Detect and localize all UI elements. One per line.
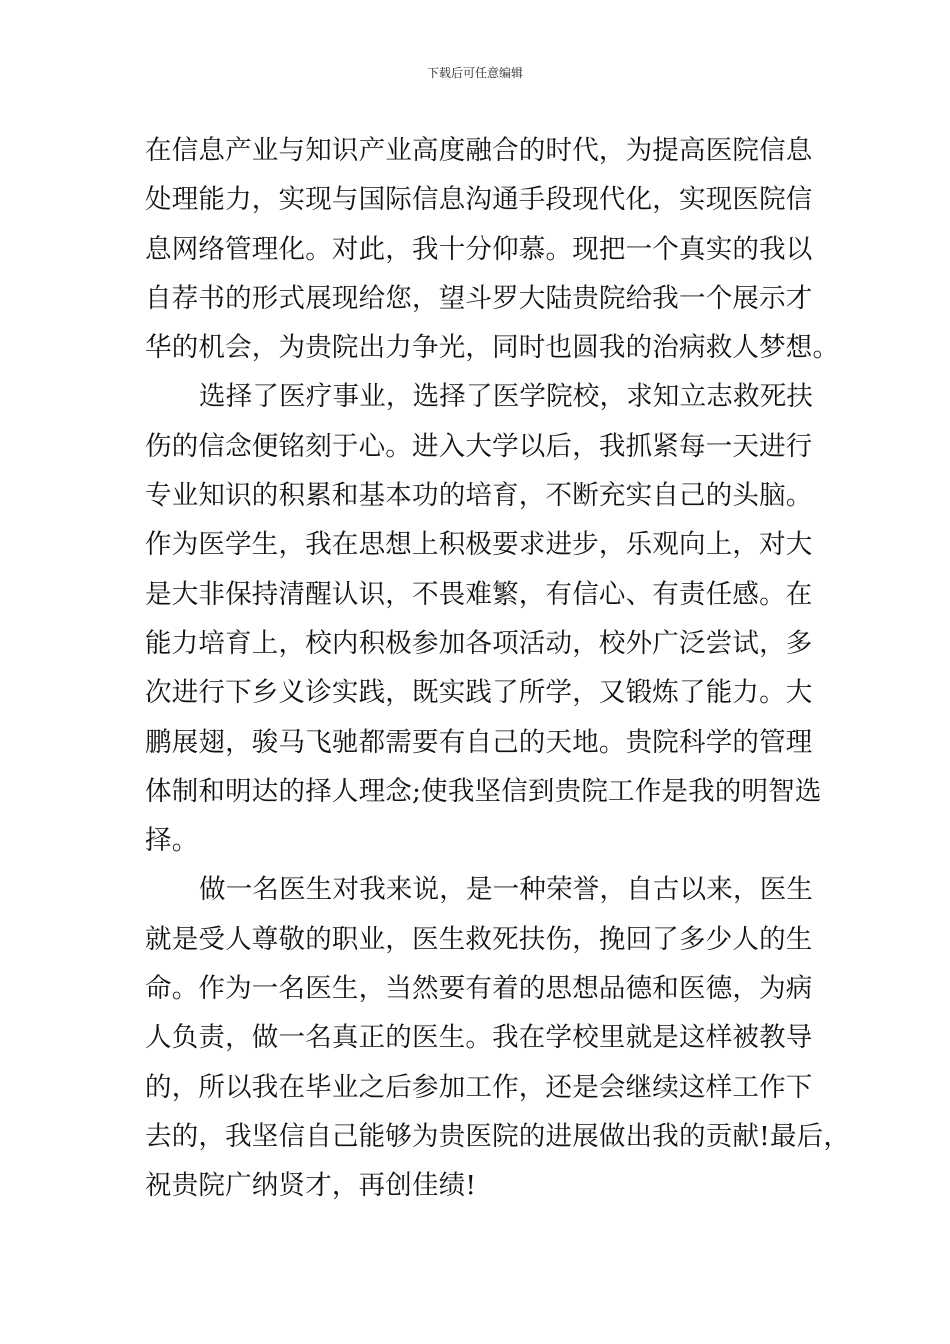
text-line: 选择了医疗事业，选择了医学院校，求知立志救死扶 [199,381,814,413]
text-line: 在信息产业与知识产业高度融合的时代，为提高医院信息 [145,135,813,166]
text-line: 专业知识的积累和基本功的培育，不断充实自己的头脑。 [145,480,813,512]
text-line: 去的，我坚信自己能够为贵医院的进展做出我的贡献!最后， [145,1120,851,1152]
text-line: 处理能力，实现与国际信息沟通手段现代化，实现医院信 [145,184,813,216]
text-line: 人负责，做一名真正的医生。我在学校里就是这样被教导 [145,1022,813,1054]
text-line: 自荐书的形式展现给您，望斗罗大陆贵院给我一个展示才 [145,282,813,314]
text-line: 伤的信念便铭刻于心。进入大学以后，我抓紧每一天进行 [145,430,813,462]
text-line: 祝贵院广纳贤才，再创佳绩! [145,1170,477,1202]
text-line: 命。作为一名医生，当然要有着的思想品德和医德，为病 [145,973,813,1005]
page-header: 下载后可任意编辑 [426,66,523,80]
text-line: 做一名医生对我来说，是一种荣誉，自古以来，医生 [199,874,814,906]
text-line: 鹏展翅，骏马飞驰都需要有自己的天地。贵院科学的管理 [145,726,813,758]
text-line: 的，所以我在毕业之后参加工作，还是会继续这样工作下 [145,1071,813,1103]
text-line: 次进行下乡义诊实践，既实践了所学，又锻炼了能力。大 [145,677,813,709]
document-body [145,126,851,1211]
text-line: 择。 [145,825,199,857]
text-line: 能力培育上，校内积极参加各项活动，校外广泛尝试，多 [145,627,813,659]
text-line: 作为医学生，我在思想上积极要求进步，乐观向上，对大 [145,529,813,561]
text-line: 华的机会，为贵院出力争光，同时也圆我的治病救人梦想。 [145,332,840,364]
text-line: 就是受人尊敬的职业，医生救死扶伤，挽回了多少人的生 [145,923,813,955]
text-line: 体制和明达的择人理念;使我坚信到贵院工作是我的明智选 [145,775,822,807]
text-line: 是大非保持清醒认识，不畏难繁，有信心、有责任感。在 [145,578,813,610]
text-line: 息网络管理化。对此，我十分仰慕。现把一个真实的我以 [145,233,813,265]
